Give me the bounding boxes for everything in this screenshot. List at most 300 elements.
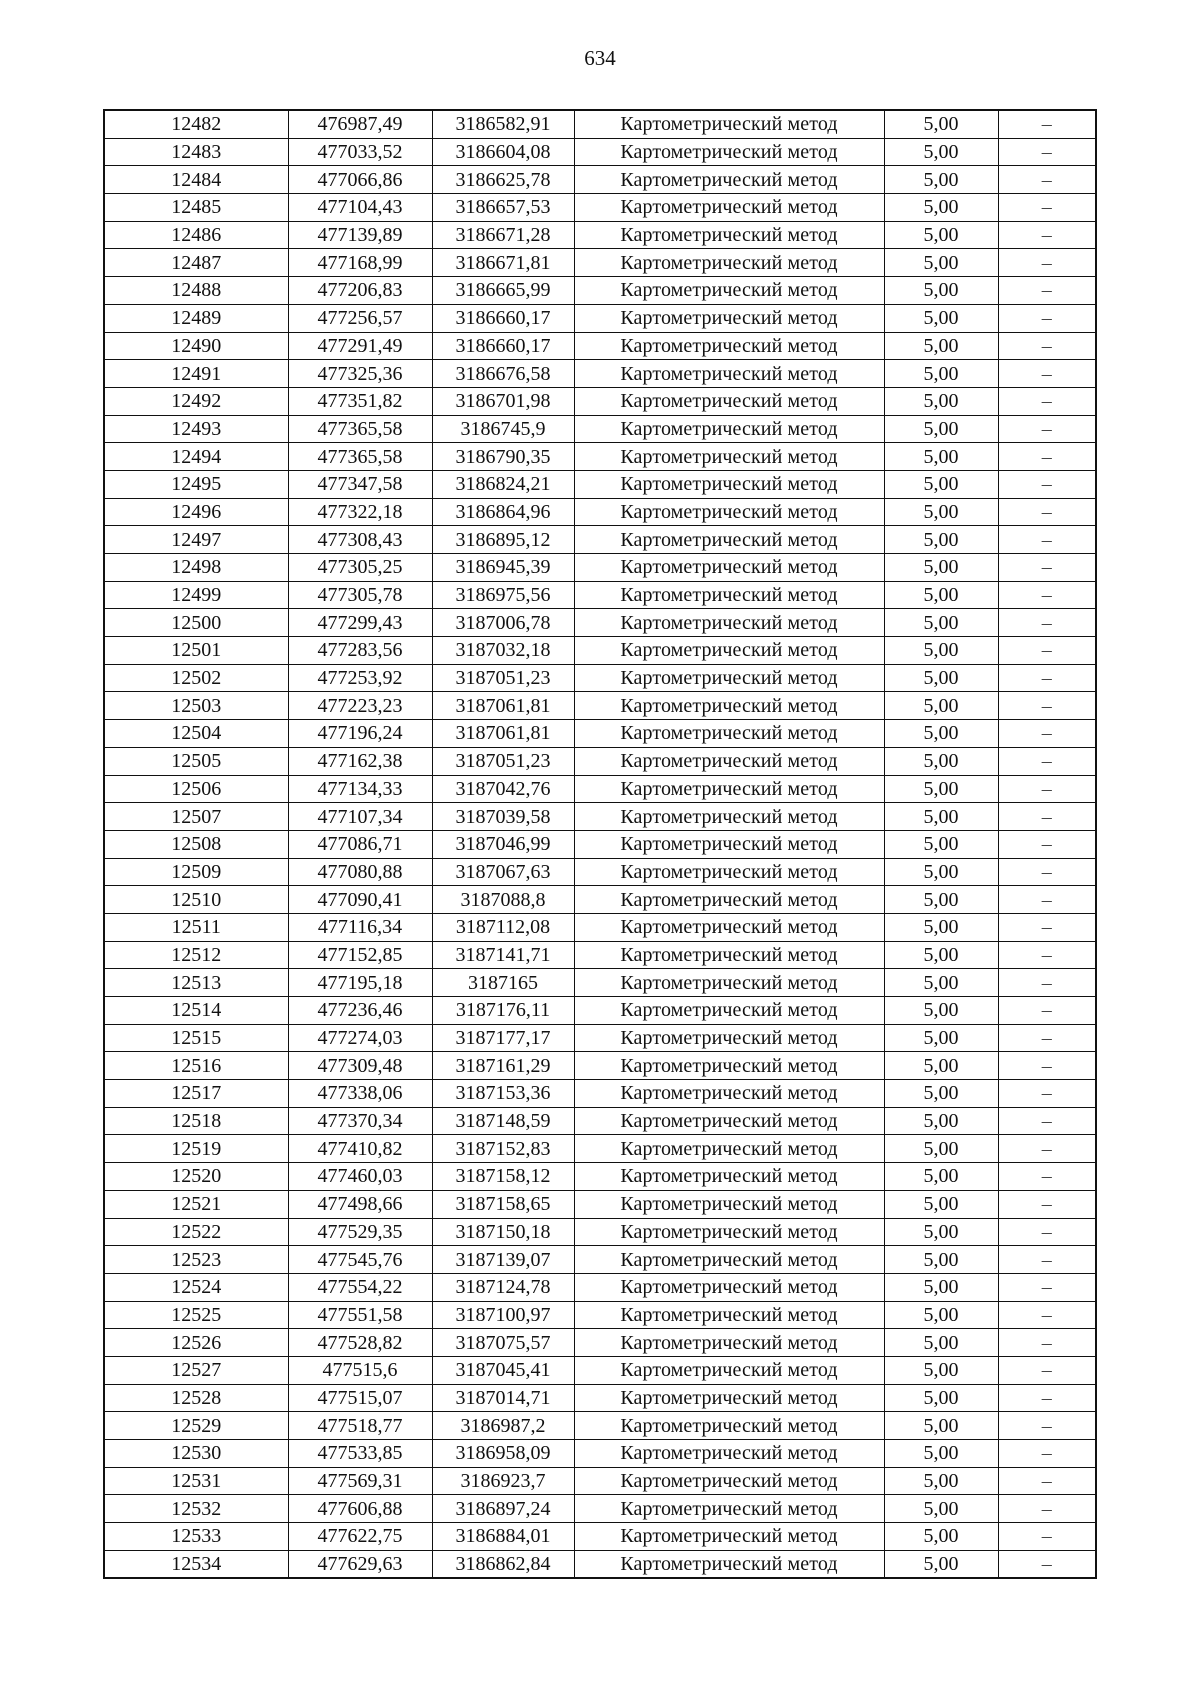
method-cell: Картометрический метод <box>574 360 884 388</box>
note-cell: – <box>998 304 1096 332</box>
table-row <box>104 1024 1096 1052</box>
accuracy-cell: 5,00 <box>884 997 998 1025</box>
note-cell: – <box>998 775 1096 803</box>
y-coordinate-cell: 3187112,08 <box>432 913 574 941</box>
y-coordinate-cell: 3187153,36 <box>432 1080 574 1108</box>
accuracy-cell: 5,00 <box>884 304 998 332</box>
y-coordinate-cell: 3187006,78 <box>432 609 574 637</box>
table-row <box>104 470 1096 498</box>
point-number-cell: 12534 <box>104 1550 288 1578</box>
point-number-cell: 12505 <box>104 747 288 775</box>
accuracy-cell: 5,00 <box>884 332 998 360</box>
note-cell: – <box>998 747 1096 775</box>
method-cell: Картометрический метод <box>574 138 884 166</box>
method-cell: Картометрический метод <box>574 249 884 277</box>
method-cell: Картометрический метод <box>574 387 884 415</box>
x-coordinate-cell: 477080,88 <box>288 858 432 886</box>
note-cell: – <box>998 415 1096 443</box>
point-number-cell: 12529 <box>104 1412 288 1440</box>
accuracy-cell: 5,00 <box>884 692 998 720</box>
note-cell: – <box>998 1190 1096 1218</box>
x-coordinate-cell: 477338,06 <box>288 1080 432 1108</box>
table-row <box>104 1107 1096 1135</box>
table-row <box>104 747 1096 775</box>
note-cell: – <box>998 138 1096 166</box>
note-cell: – <box>998 858 1096 886</box>
point-number-cell: 12503 <box>104 692 288 720</box>
note-cell: – <box>998 720 1096 748</box>
accuracy-cell: 5,00 <box>884 664 998 692</box>
point-number-cell: 12484 <box>104 166 288 194</box>
table-row <box>104 637 1096 665</box>
method-cell: Картометрический метод <box>574 1550 884 1578</box>
method-cell: Картометрический метод <box>574 277 884 305</box>
accuracy-cell: 5,00 <box>884 554 998 582</box>
y-coordinate-cell: 3187061,81 <box>432 692 574 720</box>
x-coordinate-cell: 477291,49 <box>288 332 432 360</box>
point-number-cell: 12487 <box>104 249 288 277</box>
table-row <box>104 858 1096 886</box>
method-cell: Картометрический метод <box>574 110 884 138</box>
accuracy-cell: 5,00 <box>884 858 998 886</box>
table-row <box>104 360 1096 388</box>
accuracy-cell: 5,00 <box>884 470 998 498</box>
note-cell: – <box>998 1218 1096 1246</box>
accuracy-cell: 5,00 <box>884 221 998 249</box>
y-coordinate-cell: 3186864,96 <box>432 498 574 526</box>
y-coordinate-cell: 3187161,29 <box>432 1052 574 1080</box>
accuracy-cell: 5,00 <box>884 1356 998 1384</box>
x-coordinate-cell: 477256,57 <box>288 304 432 332</box>
accuracy-cell: 5,00 <box>884 1107 998 1135</box>
x-coordinate-cell: 477365,58 <box>288 443 432 471</box>
method-cell: Картометрический метод <box>574 581 884 609</box>
note-cell: – <box>998 387 1096 415</box>
coordinates-table <box>103 109 1097 1579</box>
x-coordinate-cell: 477533,85 <box>288 1440 432 1468</box>
method-cell: Картометрический метод <box>574 1080 884 1108</box>
table-row <box>104 554 1096 582</box>
accuracy-cell: 5,00 <box>884 1246 998 1274</box>
x-coordinate-cell: 477066,86 <box>288 166 432 194</box>
point-number-cell: 12531 <box>104 1467 288 1495</box>
note-cell: – <box>998 997 1096 1025</box>
note-cell: – <box>998 1440 1096 1468</box>
accuracy-cell: 5,00 <box>884 1440 998 1468</box>
method-cell: Картометрический метод <box>574 166 884 194</box>
method-cell: Картометрический метод <box>574 1163 884 1191</box>
point-number-cell: 12498 <box>104 554 288 582</box>
method-cell: Картометрический метод <box>574 194 884 222</box>
accuracy-cell: 5,00 <box>884 138 998 166</box>
accuracy-cell: 5,00 <box>884 277 998 305</box>
note-cell: – <box>998 1550 1096 1578</box>
note-cell: – <box>998 886 1096 914</box>
method-cell: Картометрический метод <box>574 692 884 720</box>
y-coordinate-cell: 3187139,07 <box>432 1246 574 1274</box>
method-cell: Картометрический метод <box>574 858 884 886</box>
accuracy-cell: 5,00 <box>884 941 998 969</box>
table-row <box>104 886 1096 914</box>
note-cell: – <box>998 332 1096 360</box>
method-cell: Картометрический метод <box>574 997 884 1025</box>
x-coordinate-cell: 477545,76 <box>288 1246 432 1274</box>
x-coordinate-cell: 477305,25 <box>288 554 432 582</box>
table-row <box>104 1301 1096 1329</box>
point-number-cell: 12530 <box>104 1440 288 1468</box>
point-number-cell: 12496 <box>104 498 288 526</box>
x-coordinate-cell: 477554,22 <box>288 1273 432 1301</box>
point-number-cell: 12519 <box>104 1135 288 1163</box>
y-coordinate-cell: 3187045,41 <box>432 1356 574 1384</box>
accuracy-cell: 5,00 <box>884 803 998 831</box>
point-number-cell: 12488 <box>104 277 288 305</box>
x-coordinate-cell: 477283,56 <box>288 637 432 665</box>
x-coordinate-cell: 477322,18 <box>288 498 432 526</box>
table-row <box>104 775 1096 803</box>
accuracy-cell: 5,00 <box>884 913 998 941</box>
x-coordinate-cell: 477033,52 <box>288 138 432 166</box>
point-number-cell: 12493 <box>104 415 288 443</box>
method-cell: Картометрический метод <box>574 803 884 831</box>
y-coordinate-cell: 3187176,11 <box>432 997 574 1025</box>
note-cell: – <box>998 969 1096 997</box>
point-number-cell: 12514 <box>104 997 288 1025</box>
point-number-cell: 12520 <box>104 1163 288 1191</box>
x-coordinate-cell: 477529,35 <box>288 1218 432 1246</box>
table-row <box>104 1052 1096 1080</box>
accuracy-cell: 5,00 <box>884 637 998 665</box>
point-number-cell: 12516 <box>104 1052 288 1080</box>
method-cell: Картометрический метод <box>574 664 884 692</box>
point-number-cell: 12491 <box>104 360 288 388</box>
x-coordinate-cell: 477498,66 <box>288 1190 432 1218</box>
method-cell: Картометрический метод <box>574 221 884 249</box>
note-cell: – <box>998 1273 1096 1301</box>
point-number-cell: 12482 <box>104 110 288 138</box>
point-number-cell: 12504 <box>104 720 288 748</box>
accuracy-cell: 5,00 <box>884 1024 998 1052</box>
note-cell: – <box>998 581 1096 609</box>
note-cell: – <box>998 664 1096 692</box>
table-row <box>104 803 1096 831</box>
note-cell: – <box>998 1107 1096 1135</box>
point-number-cell: 12486 <box>104 221 288 249</box>
table-row <box>104 1329 1096 1357</box>
y-coordinate-cell: 3187177,17 <box>432 1024 574 1052</box>
note-cell: – <box>998 249 1096 277</box>
accuracy-cell: 5,00 <box>884 1523 998 1551</box>
note-cell: – <box>998 1246 1096 1274</box>
point-number-cell: 12506 <box>104 775 288 803</box>
accuracy-cell: 5,00 <box>884 1495 998 1523</box>
note-cell: – <box>998 110 1096 138</box>
accuracy-cell: 5,00 <box>884 1412 998 1440</box>
y-coordinate-cell: 3186790,35 <box>432 443 574 471</box>
table-row <box>104 1550 1096 1578</box>
method-cell: Картометрический метод <box>574 1190 884 1218</box>
table-row <box>104 1190 1096 1218</box>
x-coordinate-cell: 477195,18 <box>288 969 432 997</box>
y-coordinate-cell: 3186897,24 <box>432 1495 574 1523</box>
point-number-cell: 12489 <box>104 304 288 332</box>
note-cell: – <box>998 221 1096 249</box>
accuracy-cell: 5,00 <box>884 1080 998 1108</box>
accuracy-cell: 5,00 <box>884 526 998 554</box>
method-cell: Картометрический метод <box>574 913 884 941</box>
method-cell: Картометрический метод <box>574 1523 884 1551</box>
point-number-cell: 12517 <box>104 1080 288 1108</box>
note-cell: – <box>998 1080 1096 1108</box>
y-coordinate-cell: 3187051,23 <box>432 664 574 692</box>
note-cell: – <box>998 830 1096 858</box>
y-coordinate-cell: 3186625,78 <box>432 166 574 194</box>
table-row <box>104 1467 1096 1495</box>
table-row <box>104 609 1096 637</box>
table-row <box>104 1246 1096 1274</box>
x-coordinate-cell: 477460,03 <box>288 1163 432 1191</box>
y-coordinate-cell: 3187061,81 <box>432 720 574 748</box>
table-row <box>104 110 1096 138</box>
accuracy-cell: 5,00 <box>884 498 998 526</box>
note-cell: – <box>998 1495 1096 1523</box>
note-cell: – <box>998 194 1096 222</box>
y-coordinate-cell: 3186604,08 <box>432 138 574 166</box>
y-coordinate-cell: 3187088,8 <box>432 886 574 914</box>
accuracy-cell: 5,00 <box>884 415 998 443</box>
x-coordinate-cell: 477299,43 <box>288 609 432 637</box>
y-coordinate-cell: 3186660,17 <box>432 304 574 332</box>
method-cell: Картометрический метод <box>574 1218 884 1246</box>
table-row <box>104 692 1096 720</box>
table-row <box>104 277 1096 305</box>
accuracy-cell: 5,00 <box>884 830 998 858</box>
y-coordinate-cell: 3187075,57 <box>432 1329 574 1357</box>
table-row <box>104 166 1096 194</box>
accuracy-cell: 5,00 <box>884 747 998 775</box>
note-cell: – <box>998 609 1096 637</box>
y-coordinate-cell: 3187158,12 <box>432 1163 574 1191</box>
table-row <box>104 830 1096 858</box>
y-coordinate-cell: 3186745,9 <box>432 415 574 443</box>
point-number-cell: 12497 <box>104 526 288 554</box>
note-cell: – <box>998 1163 1096 1191</box>
accuracy-cell: 5,00 <box>884 194 998 222</box>
note-cell: – <box>998 1467 1096 1495</box>
y-coordinate-cell: 3187067,63 <box>432 858 574 886</box>
x-coordinate-cell: 477236,46 <box>288 997 432 1025</box>
table-row <box>104 1440 1096 1468</box>
accuracy-cell: 5,00 <box>884 1550 998 1578</box>
y-coordinate-cell: 3186824,21 <box>432 470 574 498</box>
table-row <box>104 194 1096 222</box>
point-number-cell: 12532 <box>104 1495 288 1523</box>
accuracy-cell: 5,00 <box>884 1163 998 1191</box>
x-coordinate-cell: 477253,92 <box>288 664 432 692</box>
method-cell: Картометрический метод <box>574 470 884 498</box>
point-number-cell: 12513 <box>104 969 288 997</box>
x-coordinate-cell: 477347,58 <box>288 470 432 498</box>
method-cell: Картометрический метод <box>574 443 884 471</box>
accuracy-cell: 5,00 <box>884 1218 998 1246</box>
table-row <box>104 969 1096 997</box>
point-number-cell: 12521 <box>104 1190 288 1218</box>
x-coordinate-cell: 477606,88 <box>288 1495 432 1523</box>
note-cell: – <box>998 1384 1096 1412</box>
point-number-cell: 12495 <box>104 470 288 498</box>
point-number-cell: 12490 <box>104 332 288 360</box>
point-number-cell: 12509 <box>104 858 288 886</box>
table-row <box>104 1356 1096 1384</box>
accuracy-cell: 5,00 <box>884 249 998 277</box>
y-coordinate-cell: 3186987,2 <box>432 1412 574 1440</box>
note-cell: – <box>998 360 1096 388</box>
point-number-cell: 12524 <box>104 1273 288 1301</box>
note-cell: – <box>998 526 1096 554</box>
note-cell: – <box>998 1301 1096 1329</box>
y-coordinate-cell: 3186676,58 <box>432 360 574 388</box>
y-coordinate-cell: 3187051,23 <box>432 747 574 775</box>
point-number-cell: 12508 <box>104 830 288 858</box>
point-number-cell: 12492 <box>104 387 288 415</box>
accuracy-cell: 5,00 <box>884 1467 998 1495</box>
method-cell: Картометрический метод <box>574 1052 884 1080</box>
accuracy-cell: 5,00 <box>884 110 998 138</box>
x-coordinate-cell: 477622,75 <box>288 1523 432 1551</box>
table-body <box>104 110 1096 1578</box>
accuracy-cell: 5,00 <box>884 1052 998 1080</box>
table-row <box>104 415 1096 443</box>
table-row <box>104 1163 1096 1191</box>
table-row <box>104 1135 1096 1163</box>
accuracy-cell: 5,00 <box>884 1329 998 1357</box>
table-row <box>104 498 1096 526</box>
x-coordinate-cell: 477152,85 <box>288 941 432 969</box>
method-cell: Картометрический метод <box>574 775 884 803</box>
accuracy-cell: 5,00 <box>884 360 998 388</box>
y-coordinate-cell: 3186862,84 <box>432 1550 574 1578</box>
x-coordinate-cell: 477116,34 <box>288 913 432 941</box>
table-row <box>104 1218 1096 1246</box>
point-number-cell: 12512 <box>104 941 288 969</box>
method-cell: Картометрический метод <box>574 304 884 332</box>
table-row <box>104 720 1096 748</box>
method-cell: Картометрический метод <box>574 1301 884 1329</box>
table-row <box>104 1384 1096 1412</box>
note-cell: – <box>998 1412 1096 1440</box>
method-cell: Картометрический метод <box>574 941 884 969</box>
accuracy-cell: 5,00 <box>884 1190 998 1218</box>
x-coordinate-cell: 477206,83 <box>288 277 432 305</box>
table-row <box>104 443 1096 471</box>
method-cell: Картометрический метод <box>574 830 884 858</box>
y-coordinate-cell: 3187039,58 <box>432 803 574 831</box>
method-cell: Картометрический метод <box>574 1246 884 1274</box>
table-row <box>104 387 1096 415</box>
point-number-cell: 12515 <box>104 1024 288 1052</box>
x-coordinate-cell: 477308,43 <box>288 526 432 554</box>
x-coordinate-cell: 477139,89 <box>288 221 432 249</box>
note-cell: – <box>998 913 1096 941</box>
y-coordinate-cell: 3186671,28 <box>432 221 574 249</box>
table-row <box>104 581 1096 609</box>
y-coordinate-cell: 3186945,39 <box>432 554 574 582</box>
method-cell: Картометрический метод <box>574 1273 884 1301</box>
x-coordinate-cell: 477551,58 <box>288 1301 432 1329</box>
method-cell: Картометрический метод <box>574 720 884 748</box>
note-cell: – <box>998 1135 1096 1163</box>
note-cell: – <box>998 277 1096 305</box>
y-coordinate-cell: 3187141,71 <box>432 941 574 969</box>
x-coordinate-cell: 477086,71 <box>288 830 432 858</box>
table-row <box>104 1523 1096 1551</box>
x-coordinate-cell: 477325,36 <box>288 360 432 388</box>
method-cell: Картометрический метод <box>574 969 884 997</box>
accuracy-cell: 5,00 <box>884 1273 998 1301</box>
point-number-cell: 12483 <box>104 138 288 166</box>
point-number-cell: 12494 <box>104 443 288 471</box>
point-number-cell: 12526 <box>104 1329 288 1357</box>
accuracy-cell: 5,00 <box>884 166 998 194</box>
method-cell: Картометрический метод <box>574 332 884 360</box>
x-coordinate-cell: 477370,34 <box>288 1107 432 1135</box>
y-coordinate-cell: 3186582,91 <box>432 110 574 138</box>
note-cell: – <box>998 692 1096 720</box>
note-cell: – <box>998 1024 1096 1052</box>
accuracy-cell: 5,00 <box>884 886 998 914</box>
y-coordinate-cell: 3187124,78 <box>432 1273 574 1301</box>
point-number-cell: 12511 <box>104 913 288 941</box>
point-number-cell: 12528 <box>104 1384 288 1412</box>
y-coordinate-cell: 3186958,09 <box>432 1440 574 1468</box>
method-cell: Картометрический метод <box>574 415 884 443</box>
table-row <box>104 249 1096 277</box>
method-cell: Картометрический метод <box>574 1495 884 1523</box>
x-coordinate-cell: 477223,23 <box>288 692 432 720</box>
y-coordinate-cell: 3186701,98 <box>432 387 574 415</box>
note-cell: – <box>998 1052 1096 1080</box>
y-coordinate-cell: 3186895,12 <box>432 526 574 554</box>
point-number-cell: 12522 <box>104 1218 288 1246</box>
y-coordinate-cell: 3187032,18 <box>432 637 574 665</box>
point-number-cell: 12485 <box>104 194 288 222</box>
table-row <box>104 913 1096 941</box>
y-coordinate-cell: 3187046,99 <box>432 830 574 858</box>
point-number-cell: 12518 <box>104 1107 288 1135</box>
x-coordinate-cell: 477410,82 <box>288 1135 432 1163</box>
point-number-cell: 12523 <box>104 1246 288 1274</box>
method-cell: Картометрический метод <box>574 1024 884 1052</box>
table-row <box>104 221 1096 249</box>
note-cell: – <box>998 1523 1096 1551</box>
x-coordinate-cell: 477515,6 <box>288 1356 432 1384</box>
x-coordinate-cell: 477090,41 <box>288 886 432 914</box>
page-number: 634 <box>584 46 616 70</box>
accuracy-cell: 5,00 <box>884 609 998 637</box>
method-cell: Картометрический метод <box>574 609 884 637</box>
table-row <box>104 1080 1096 1108</box>
method-cell: Картометрический метод <box>574 554 884 582</box>
table-row <box>104 664 1096 692</box>
x-coordinate-cell: 477351,82 <box>288 387 432 415</box>
x-coordinate-cell: 477365,58 <box>288 415 432 443</box>
x-coordinate-cell: 477305,78 <box>288 581 432 609</box>
table-row <box>104 1273 1096 1301</box>
point-number-cell: 12510 <box>104 886 288 914</box>
x-coordinate-cell: 477104,43 <box>288 194 432 222</box>
table-row <box>104 941 1096 969</box>
method-cell: Картометрический метод <box>574 1467 884 1495</box>
